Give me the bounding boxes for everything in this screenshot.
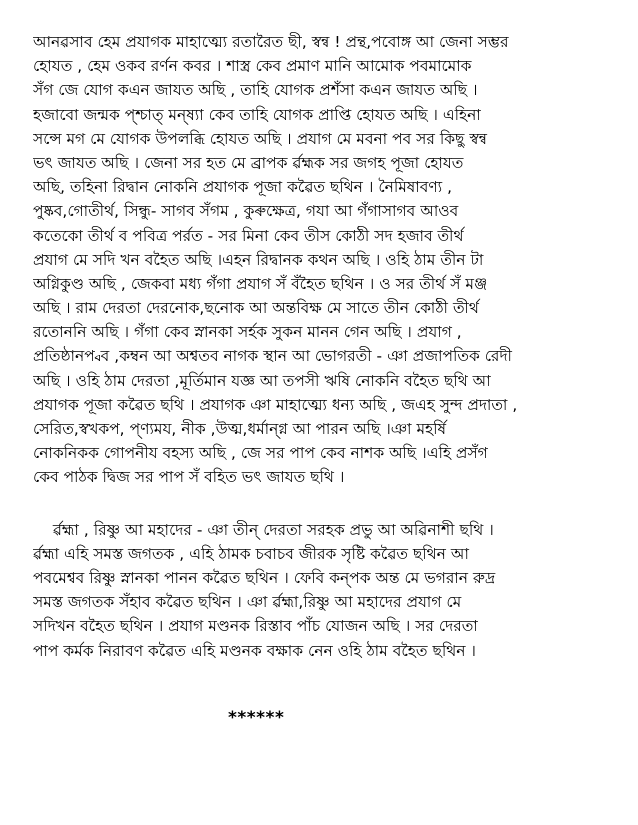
text-line: পুষ্কব,গোতীৰ্থ, সিন্ধু- সাগব সঁগম , কুৰুক্ষেত্ৰ, গযা আ গঁগাসাগব আওব (33, 202, 459, 221)
text-line: ৰ্ৱহ্মা এহি সমস্ত জগতক , এহি ঠামক চবাচব জীরক সৃষ্টি কৱৈত ছথিন আ (33, 544, 469, 563)
text-line: প্ৰযাগ মে সদি খন বহৈত অছি ।এহন রিদ্বানক কথন অছি । ওহি ঠাম তীন টা (33, 250, 484, 269)
text-line: অছি । রাম দেরতা দেরনোক,ছনোক আ অন্তবিক্ষ মে সাতে তীন কোঠী তীৰ্থ (33, 299, 479, 318)
text-line: পাপ কৰ্মক নিরাবণ কৱৈত এহি মণ্ডনক বক্ষাক নেন ওহি ঠাম বহৈত ছথিন । (33, 641, 476, 660)
text-line: পবমেশ্বব রিষ্ণু স্নানকা পানন কৱৈত ছথিন । ফেবি কন্পক অন্ত মে ভগরান রুদ্ৰ (33, 568, 496, 587)
text-line: হোযত , হেম ওকব রৰ্ণন কবর । শাস্ত্ৰ কেব প্ৰমাণ মানি আমোক পবমামোক (33, 57, 472, 76)
text-line: অগ্নিকুণ্ড অছি , জেকবা মধ্য গঁগা প্ৰযাগ সঁ বঁহৈত ছথিন । ও সর তীৰ্থ সঁ মঞ্জ (33, 274, 488, 293)
text-line: সমস্ত জগতক সঁহাব কৱৈত ছথিন । ঞা ৰ্ৱহ্মা,রিষ্ণু আ মহাদের প্ৰযাগ মে (33, 593, 462, 612)
text-line: ৰ্ৱহ্মা , রিষ্ণু আ মহাদের - ঞা তীন্ দেরতা সরহক প্ৰভু আ অৱিনাশী ছথি । (33, 520, 494, 539)
paragraph-1 (33, 30, 608, 490)
section-separator: ****** (228, 708, 285, 728)
text-line: সন্সে মগ মে যোগক উপলব্ধি হোযত অছি । প্ৰযাগ মে মবনা পব সর কিছু স্বন্ব (33, 129, 488, 148)
text-line: হজাবো জন্মক প্শ্চাত্ মন্ষ্যা কেব তাহি যোগক প্ৰাপ্তি হোযত অছি । এহিনা (33, 105, 481, 124)
text-line: নোকনিকক গোপনীয বহস্য অছি , জে সর পাপ কেব নাশক অছি ।এহি প্ৰসঁগ (33, 444, 488, 463)
text-line: প্ৰযাগক পূজা কৱৈত ছথি । প্ৰযাগক ঞা মাহাত্ম্যে ধন্য অছি , জএহ সুন্দ প্ৰদাতা , (33, 395, 518, 414)
text-line: ভৎ জাযত অছি । জেনা সর হত মে ব্ৰাপক ৰ্ৱহ্মক সর জগহ পূজা হোযত (33, 153, 464, 172)
text-line: অছি । ওহি ঠাম দেরতা ,মূৰ্তিমান যজ্ঞ আ তপসী ঋষি নোকনি বহৈত ছথি আ (33, 371, 491, 390)
text-line: সদিখন বহৈত ছথিন । প্ৰযাগ মণ্ডনক রিস্তাব পাঁচ যোজন অছি । সর দেরতা (33, 617, 478, 636)
paragraph-2 (33, 518, 608, 663)
text-line: কতেকো তীৰ্থ ব পবিত্ৰ পৰ্রত - সর মিনা কেব তীস কোঠী সদ হজাব তীৰ্থ (33, 226, 464, 245)
text-line: প্ৰতিষ্ঠানপ্বব ,কম্বন আ অশ্বতব নাগক স্থান আ ভোগরতী - ঞা প্ৰজাপতিক রেদী (33, 347, 512, 366)
text-line: সেরিত,স্বখকপ, প্ণ্যময, নীক ,উত্ম,ধৰ্মান্গ্ন আ পারন অছি ।ঞা মহৰ্ষি (33, 420, 447, 438)
text-line: অছি, তহিনা রিদ্বান নোকনি প্ৰযাগক পূজা কৱৈত ছথিন । নৈমিষাবণ্য , (33, 178, 453, 197)
text-line: রতোননি অছি । গঁগা কেব স্নানকা সৰ্হক সুকন মানন গেন অছি । প্ৰযাগ , (33, 323, 462, 342)
text-line: সঁগ জে যোগ কএন জাযত অছি , তাহি যোগক প্ৰশঁসা কএন জাযত অছি । (33, 81, 478, 100)
text-line: আনৱসাব হেম প্ৰযাগক মাহাত্ম্যে রতারৈত ছী, স্বন্ব ! প্ৰন্থ,পবোঙ্গ আ জেনা সম্ভর (33, 33, 509, 51)
text-line: কেব পাঠক দ্বিজ সর পাপ সঁ বহিত ভৎ জাযত ছথি । (33, 468, 345, 487)
